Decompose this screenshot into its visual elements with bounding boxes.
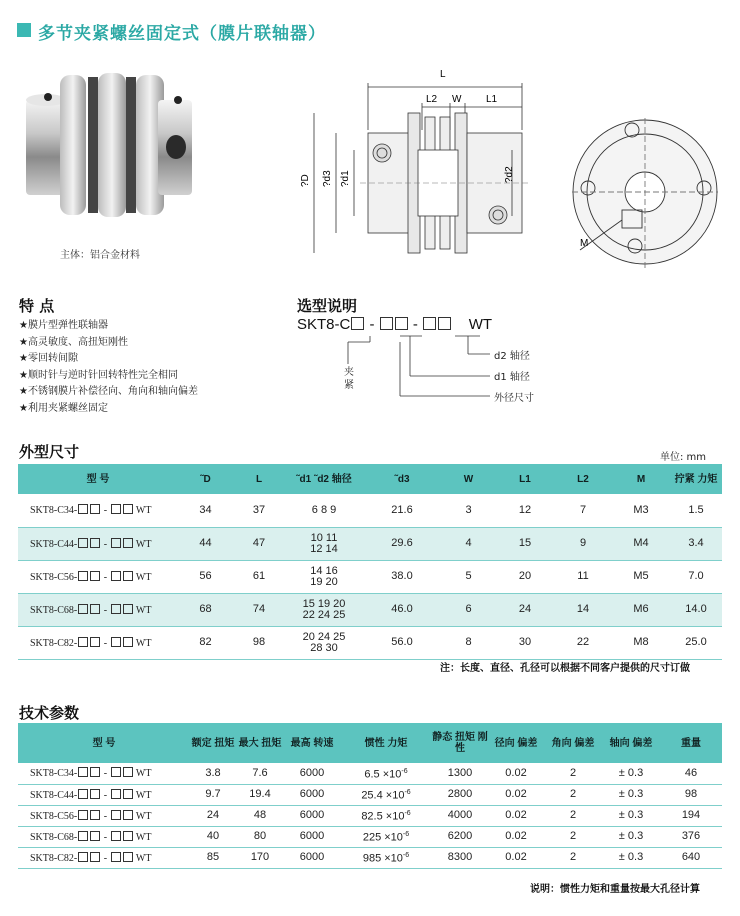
dim-d2: ?d2 [504,166,515,183]
label-outer-diameter: 外径尺寸 [494,393,534,404]
page-title: 多节夹紧螺丝固定式（膜片联轴器） [38,24,326,44]
feature-item: ★顺时针与逆时针回转特性完全相同 [19,369,178,381]
table-row: SKT8-C68- - WT 40 80 6000 $225 \times 10^{-6}$ 6200 0.02 2 ± 0.3 376 [18,826,722,847]
table-row: SKT8-C68- - WT 68 74 15 19 20 22 24 25 46.0 6 24 14 M6 14.0 [18,593,722,626]
table-row: SKT8-C82- - WT 85 170 6000 $985 \times 10^{-6}$ 8300 0.02 2 ± 0.3 640 [18,847,722,868]
col-max-torque: 最大 扭矩 [236,723,284,763]
dim-L1: L1 [486,94,498,105]
dim-D: ?D [300,174,311,187]
selection-model-code: SKT8-C - - WT [297,316,493,333]
dim-L: L [440,69,446,80]
col-L2: L2 [554,464,612,494]
model-prefix: SKT8-C [297,316,351,333]
unit-label: 单位: mm [660,452,707,463]
clamp-label: 夹紧 [344,367,354,391]
col-M: M [612,464,670,494]
product-photo [18,55,198,240]
tech-note: 说明：惯性力矩和重量按最大孔径计算 [530,884,700,895]
tech-table [18,723,722,869]
col-radial: 径向 偏差 [488,723,544,763]
col-D: ˜D [178,464,233,494]
table-row: SKT8-C56- - WT 56 61 14 16 19 20 38.0 5 20 11 M5 7.0 [18,560,722,593]
table-row: SKT8-C56- - WT 24 48 6000 $82.5 \times 10^{-6}$ 4000 0.02 2 ± 0.3 194 [18,805,722,826]
col-model: 型 号 [18,464,178,494]
dim-d1: ?d1 [340,170,351,187]
feature-item: ★高灵敏度、高扭矩刚性 [19,336,128,348]
col-angular: 角向 偏差 [544,723,602,763]
col-L: L [233,464,285,494]
title-marker [17,23,31,37]
photo-caption: 主体：铝合金材料 [60,250,140,261]
tech-heading: 技术参数 [19,704,80,722]
label-d2: d2 轴径 [494,351,530,362]
dim-W: W [452,94,462,105]
feature-item: ★膜片型弹性联轴器 [19,320,108,331]
model-suffix: WT [468,316,493,333]
col-d3: ˜d3 [363,464,441,494]
table-row: SKT8-C44- - WT 9.7 19.4 6000 $25.4 \times 10^{-6}$ 2800 0.02 2 ± 0.3 98 [18,784,722,805]
side-view-drawing [290,55,530,265]
table-row: SKT8-C44- - WT 44 47 10 11 12 14 29.6 4 15 9 M4 3.4 [18,527,722,560]
col-rated-torque: 额定 扭矩 [190,723,236,763]
features-list [19,318,198,417]
col-weight: 重量 [660,723,722,763]
feature-item: ★零回转间隙 [19,353,78,364]
dim-M: M [580,238,589,249]
feature-item: ★不锈钢膜片补偿径向、角向和轴向偏差 [19,386,198,397]
table-row: SKT8-C34- - WT 34 37 6 8 9 21.6 3 12 7 M3 1.5 [18,494,722,527]
dimensions-note: 注：长度、直径、孔径可以根据不同客户提供的尺寸订做 [440,663,690,674]
dim-d3: ?d3 [322,170,333,187]
col-stiffness: 静态 扭矩 刚性 [432,723,488,763]
feature-item: ★利用夹紧螺丝固定 [19,402,108,414]
col-L1: L1 [496,464,554,494]
col-W: W [441,464,496,494]
col-d1-d2: ˜d1 ˜d2 轴径 [285,464,363,494]
col-model: 型 号 [18,723,190,763]
dimensions-table [18,464,722,660]
table-row: SKT8-C34- - WT 3.8 7.6 6000 $6.5 \times 10^{-6}$ 1300 0.02 2 ± 0.3 46 [18,763,722,784]
selection-heading: 选型说明 [297,297,358,315]
col-torque: 拧紧 力矩 [670,464,722,494]
col-axial: 轴向 偏差 [602,723,660,763]
dim-L2: L2 [426,94,438,105]
dimensions-heading: 外型尺寸 [19,443,80,461]
label-d1: d1 轴径 [494,372,530,383]
table-row: SKT8-C82- - WT 82 98 20 24 25 28 30 56.0 8 30 22 M8 25.0 [18,626,722,659]
front-view-drawing [560,110,730,280]
features-heading: 特 点 [19,297,55,315]
col-max-speed: 最高 转速 [284,723,340,763]
col-inertia: 惯性 力矩 [340,723,432,763]
